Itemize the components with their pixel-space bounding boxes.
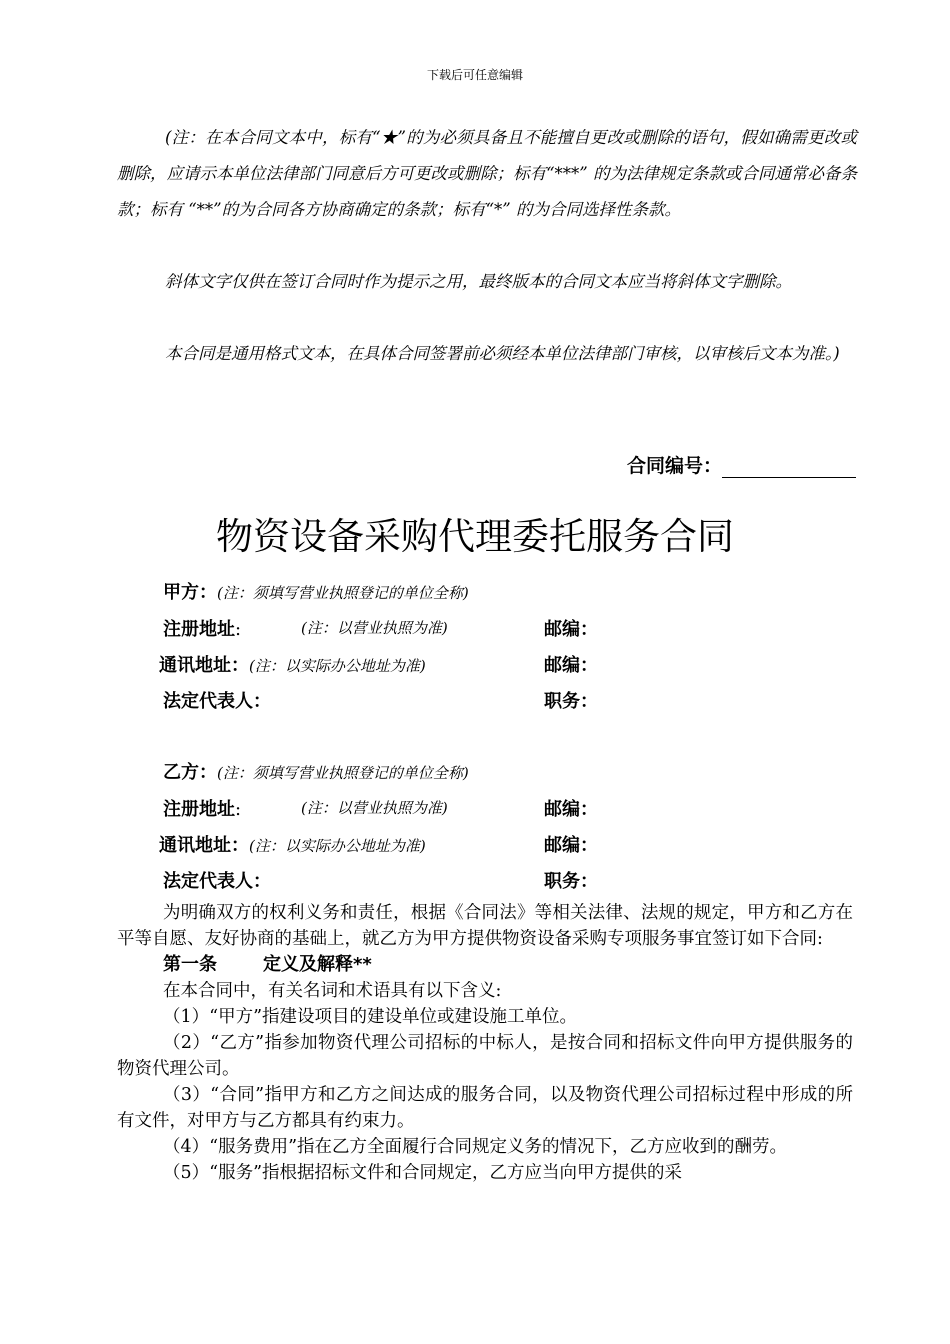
party-b-rep-label: 法定代表人： [163,871,271,892]
note-paragraph-2: 斜体文字仅供在签订合同时作为提示之用，最终版本的合同文本应当将斜体文字删除。 [165,272,792,291]
party-b-reg-colon: : [235,799,242,820]
party-a-line [163,578,469,604]
party-b-reg-hint: (注：以营业执照为准) [301,799,448,817]
party-a-reg-line [163,615,241,641]
article-1-item-4: （4）“服务费用”指在乙方全面履行合同规定义务的情况下，乙方应收到的酬劳。 [163,1137,788,1157]
party-b-reg-line [163,795,241,821]
party-b-line [163,758,469,784]
party-b-postcode-2: 邮编： [544,835,598,856]
party-b-reg-label: 注册地址 [163,799,235,820]
party-b-hint: (注：须填写营业执照登记的单位全称) [217,764,469,782]
contract-number-blank[interactable] [722,457,856,478]
article-1-item-1: （1）“甲方”指建设项目的建设单位或建设施工单位。 [163,1007,578,1027]
article-1-item-3: （3）“合同”指甲方和乙方之间达成的服务合同，以及物资代理公司招标过程中形成的所有文件，对甲方与乙方都具有约束力。 [117,1085,853,1131]
party-a-reg-label: 注册地址 [163,619,235,640]
article-1-item-2: （2）“乙方”指参加物资代理公司招标的中标人，是按合同和招标文件向甲方提供服务的物资代理公司。 [117,1033,853,1079]
note-paragraph-3: 本合同是通用格式文本，在具体合同签署前必须经本单位法律部门审核，以审核后文本为准。) [165,344,840,363]
party-a-rep-label: 法定代表人： [163,691,271,712]
party-a-label: 甲方： [163,582,217,603]
note-paragraph-1: (注：在本合同文本中，标有“★”的为必须具备且不能擅自更改或删除的语句，假如确需更改或删除，应请示本单位法律部门同意后方可更改或删除；标有“***” 的为法律规定条款或合同通常必备条款；标有 “**”的为合同各方协商确定的条款；标有“*” 的为合同选择性条款。 [117,128,857,219]
contract-number [627,451,856,478]
party-a-postcode-2: 邮编： [544,655,598,676]
contract-number-label: 合同编号： [626,455,722,477]
party-a-reg-colon: : [235,619,242,640]
article-1-lead: 在本合同中，有关名词和术语具有以下含义: [163,981,502,1001]
party-a-reg-hint: (注：以营业执照为准) [301,619,448,637]
article-1-number: 第一条 [163,954,217,975]
intro-paragraph: 为明确双方的权利义务和责任，根据《合同法》等相关法律、法规的规定，甲方和乙方在平等自愿、友好协商的基础上，就乙方为甲方提供物资设备采购专项服务事宜签订如下合同: [117,903,853,949]
party-b-position-label: 职务： [544,871,598,892]
party-a-hint: (注：须填写营业执照登记的单位全称) [217,584,469,602]
party-b-comm-line [159,831,426,857]
contract-body [117,900,853,1186]
party-b-comm-label: 通讯地址： [159,835,249,856]
page-header: 下载后可任意编辑 [426,68,523,82]
party-b-label: 乙方： [163,762,217,783]
party-b-postcode-1: 邮编： [544,799,598,820]
party-b-comm-hint: (注：以实际办公地址为准) [249,837,426,855]
article-1-item-5: （5）“服务”指根据招标文件和合同规定，乙方应当向甲方提供的采 [163,1163,683,1183]
article-1-title: 定义及解释** [263,954,372,975]
party-a-comm-line [159,651,426,677]
party-a-comm-label: 通讯地址： [159,655,249,676]
party-a-position-label: 职务： [544,691,598,712]
party-a-comm-hint: (注：以实际办公地址为准) [249,657,426,675]
article-1-heading [117,952,853,978]
contract-title: 物资设备采购代理委托服务合同 [216,515,734,558]
party-a-postcode-1: 邮编： [544,619,598,640]
